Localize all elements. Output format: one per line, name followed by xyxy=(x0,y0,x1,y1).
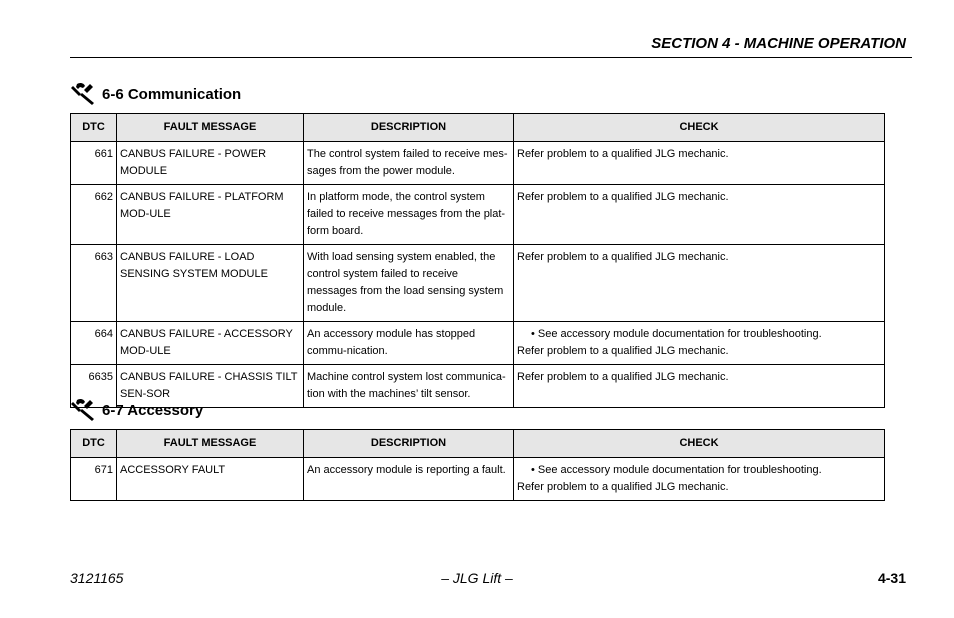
check: Refer problem to a qualified JLG mechanic. xyxy=(514,142,885,185)
col-header-fault: FAULT MESSAGE xyxy=(117,430,304,458)
col-header-fault: FAULT MESSAGE xyxy=(117,114,304,142)
fault-message: CANBUS FAILURE - ACCESSORY MOD-ULE xyxy=(117,322,304,365)
description: An accessory module is reporting a fault. xyxy=(304,458,514,501)
description: Machine control system lost communica-tion with the machines’ tilt sensor. xyxy=(304,365,514,408)
hammer-wrench-icon xyxy=(70,398,96,422)
page-number: 4-31 xyxy=(877,570,906,586)
dtc-code: 664 xyxy=(71,322,117,365)
col-header-check: CHECK xyxy=(514,114,885,142)
section-title: 6-6 Communication xyxy=(102,85,242,103)
check: Refer problem to a qualified JLG mechanic. xyxy=(517,481,729,493)
table-row xyxy=(71,458,885,501)
header-divider xyxy=(70,57,912,58)
section-heading-accessory xyxy=(70,398,203,422)
section-heading-communication xyxy=(70,82,241,106)
check: Refer problem to a qualified JLG mechanic. xyxy=(517,345,729,357)
check: Refer problem to a qualified JLG mechanic. xyxy=(514,185,885,245)
check-cell xyxy=(514,322,885,365)
description: With load sensing system enabled, the control system failed to receive messages from the load sensing system module. xyxy=(304,245,514,322)
dtc-table-communication xyxy=(70,113,885,408)
fault-message: CANBUS FAILURE - LOAD SENSING SYSTEM MODULE xyxy=(117,245,304,322)
footer-publisher: – JLG Lift – xyxy=(441,570,513,586)
table-header-row xyxy=(71,430,885,458)
check-bullet: • See accessory module documentation for troubleshooting. xyxy=(531,462,881,479)
dtc-code: 662 xyxy=(71,185,117,245)
description: The control system failed to receive mes-sages from the power module. xyxy=(304,142,514,185)
dtc-code: 661 xyxy=(71,142,117,185)
table-row xyxy=(71,322,885,365)
col-header-description: DESCRIPTION xyxy=(304,114,514,142)
dtc-table-accessory xyxy=(70,429,885,501)
check: Refer problem to a qualified JLG mechanic. xyxy=(514,365,885,408)
description: In platform mode, the control system failed to receive messages from the plat-form board. xyxy=(304,185,514,245)
col-header-description: DESCRIPTION xyxy=(304,430,514,458)
col-header-check: CHECK xyxy=(514,430,885,458)
hammer-wrench-icon xyxy=(70,82,96,106)
section-title: 6-7 Accessory xyxy=(102,401,204,419)
table-row xyxy=(71,185,885,245)
table-row xyxy=(71,142,885,185)
check-cell xyxy=(514,458,885,501)
fault-message: CANBUS FAILURE - POWER MODULE xyxy=(117,142,304,185)
document-number: 3121165 xyxy=(70,570,124,586)
table-row xyxy=(71,245,885,322)
dtc-code: 671 xyxy=(71,458,117,501)
section-header-title: SECTION 4 - MACHINE OPERATION xyxy=(651,35,906,52)
col-header-dtc: DTC xyxy=(71,114,117,142)
description: An accessory module has stopped commu-nication. xyxy=(304,322,514,365)
fault-message: CANBUS FAILURE - CHASSIS TILT SEN-SOR xyxy=(117,365,304,408)
check: Refer problem to a qualified JLG mechanic. xyxy=(514,245,885,322)
check-bullet: • See accessory module documentation for troubleshooting. xyxy=(531,326,881,343)
col-header-dtc: DTC xyxy=(71,430,117,458)
table-header-row xyxy=(71,114,885,142)
fault-message: CANBUS FAILURE - PLATFORM MOD-ULE xyxy=(117,185,304,245)
dtc-code: 663 xyxy=(71,245,117,322)
dtc-code: 6635 xyxy=(71,365,117,408)
fault-message: ACCESSORY FAULT xyxy=(117,458,304,501)
